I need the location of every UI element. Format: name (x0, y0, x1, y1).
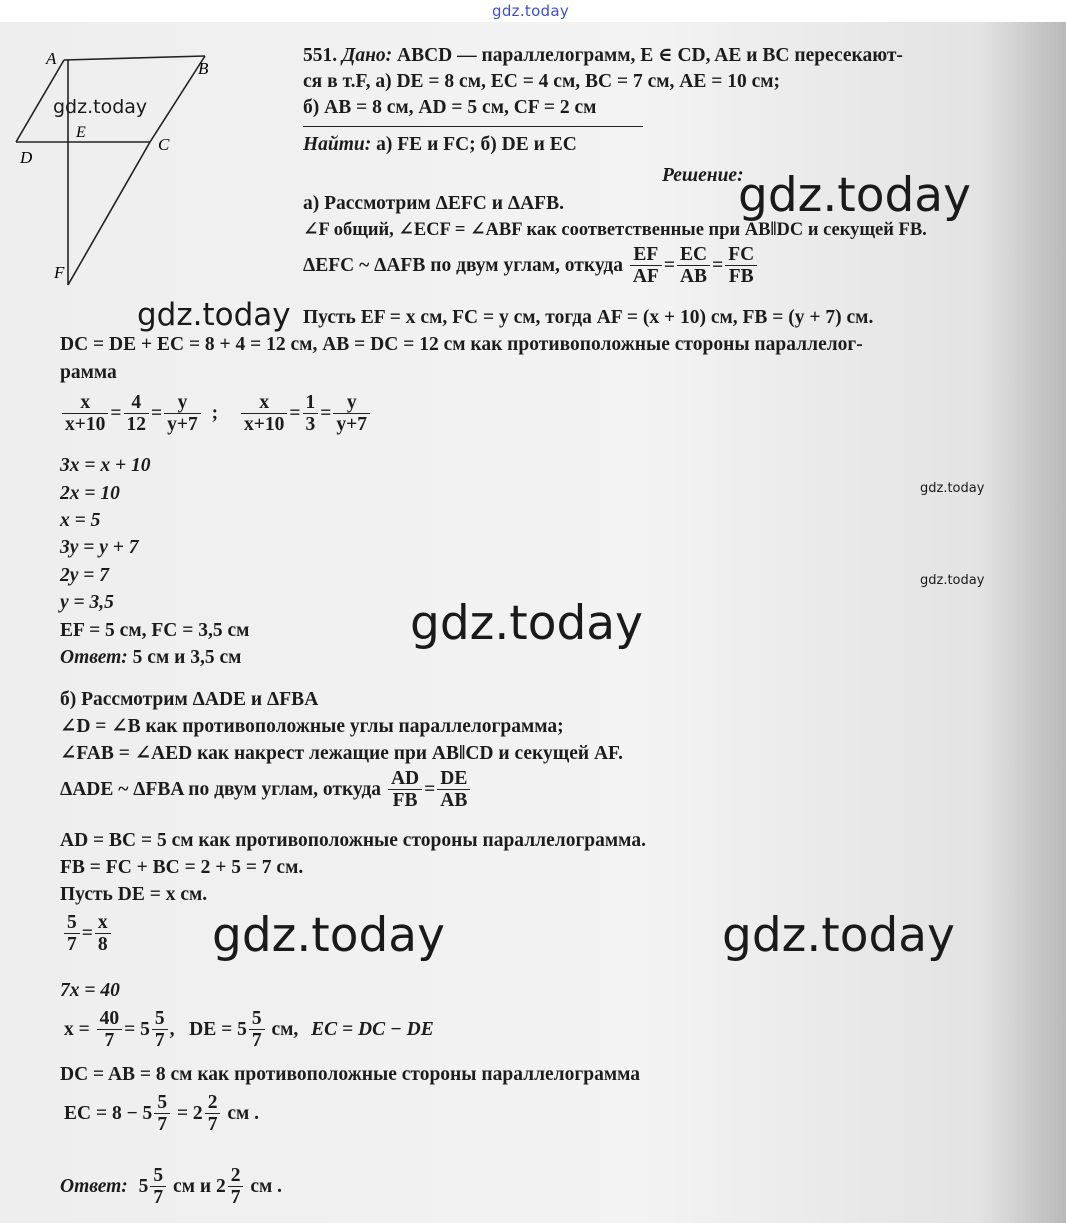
step-5: 2y = 7 (60, 565, 110, 586)
part-a-line-5: DC = DE + EC = 8 + 4 = 12 см, AB = DC = 12 см как противоположные стороны параллелог- (60, 334, 863, 355)
part-a-line-2: ∠F общий, ∠ECF = ∠ABF как соответственные при AB‖DC и секущей FB. (303, 220, 927, 240)
watermark-large-1: gdz.today (738, 168, 971, 223)
find-text: а) FE и FC; б) DE и EC (376, 134, 577, 155)
label-D: D (20, 148, 33, 167)
step-3: x = 5 (60, 510, 101, 531)
given-divider (303, 126, 643, 127)
find-label: Найти: (303, 134, 372, 155)
ratio-ef-af: $\frac{EF}{AF}$ (630, 244, 662, 288)
part-b-line-9: DC = AB = 8 см как противоположные стороны параллелограмма (60, 1064, 641, 1085)
part-a-answer: Ответ: 5 см и 3,5 см (60, 647, 242, 668)
part-a-line-4: Пусть EF = x см, FC = y см, тогда AF = (x + 10) см, FB = (y + 7) см. (303, 307, 874, 328)
step-4: 3y = y + 7 (60, 537, 139, 558)
find-line (303, 134, 577, 156)
watermark-small-1: gdz.today (920, 481, 985, 496)
label-A: A (46, 49, 57, 68)
part-a-line-6: рамма (60, 362, 117, 383)
watermark-small-2: gdz.today (920, 573, 985, 588)
part-b-line-8: 7x = 40 (60, 980, 120, 1001)
ec-calculation: EC = 8 − 5 $\frac{5}{7}$ = 2 $\frac{2}{7}$ см . (64, 1092, 259, 1136)
label-C: C (158, 135, 170, 154)
watermark-figure: gdz.today (53, 96, 148, 118)
parallelogram-figure (0, 40, 300, 300)
label-E: E (76, 124, 86, 141)
step-1: 3x = x + 10 (60, 455, 151, 476)
step-6: y = 3,5 (60, 592, 114, 613)
watermark-large-4: gdz.today (722, 908, 955, 963)
ratio-ec-ab: $\frac{EC}{AB}$ (677, 244, 710, 288)
part-b-line-4: ΔADE ~ ΔFBA по двум углам, откуда $\frac{AD}{FB}$ = $\frac{DE}{AB}$ (60, 768, 472, 812)
part-b-line-3: ∠FAB = ∠AED как накрест лежащие при AB‖CD и секущей AF. (60, 743, 624, 764)
part-b-proportion: $\frac{5}{7}$ = $\frac{x}{8}$ (62, 912, 113, 956)
given-label: Дано: (342, 45, 393, 66)
watermark-large-2: gdz.today (410, 596, 643, 651)
watermark-large-3: gdz.today (212, 908, 445, 963)
top-watermark[interactable]: gdz.today (492, 2, 570, 20)
label-B: B (198, 59, 209, 78)
part-a-line-1: а) Рассмотрим ΔEFC и ΔAFB. (303, 193, 564, 214)
proportion-row: $\frac{x}{x+10}$ = $\frac{4}{12}$ = $\frac{y}{y+7}$ ; $\frac{x}{x+10}$ = $\frac{1}{3}$ = $\frac{y}{y+7}$ (60, 392, 372, 436)
solution-label: Решение: (662, 165, 744, 186)
part-b-answer: Ответ: 5 $\frac{5}{7}$ см и 2 $\frac{2}{7}$ см . (60, 1165, 283, 1209)
step-2: 2x = 10 (60, 483, 120, 504)
ratio-fc-fb: $\frac{FC}{FB}$ (725, 244, 757, 288)
x-calculation: x = $\frac{40}{7}$ = 5 $\frac{5}{7}$ , DE = 5 $\frac{5}{7}$ см, EC = DC − DE (64, 1008, 434, 1052)
part-b-line-7: Пусть DE = x см. (60, 884, 208, 905)
part-b-line-1: б) Рассмотрим ΔADE и ΔFBA (60, 689, 319, 710)
problem-number: 551. (303, 45, 338, 66)
part-a-line-3: ΔEFC ~ ΔAFB по двум углам, откуда $\frac{EF}{AF}$ = $\frac{EC}{AB}$ = $\frac{FC}{FB}$ (303, 244, 759, 288)
step-7: EF = 5 см, FC = 3,5 см (60, 620, 250, 641)
part-b-line-5: AD = BC = 5 см как противоположные стороны параллелограмма. (60, 830, 646, 851)
given-line-3: б) AB = 8 см, AD = 5 см, CF = 2 см (303, 97, 597, 118)
label-F: F (54, 263, 65, 282)
given-line-1 (303, 45, 903, 67)
watermark-mid: gdz.today (137, 297, 291, 333)
part-a-similarity-text: ΔEFC ~ ΔAFB по двум углам, откуда (303, 254, 623, 276)
given-line-2: ся в т.F, а) DE = 8 см, EC = 4 см, BC = 7 см, AE = 10 см; (303, 71, 781, 92)
part-b-line-2: ∠D = ∠B как противоположные углы параллелограмма; (60, 716, 564, 737)
part-b-line-6: FB = FC + BC = 2 + 5 = 7 см. (60, 857, 304, 878)
given-text: ABCD — параллелограмм, E ∈ CD, AE и BC пересекают- (397, 45, 903, 66)
